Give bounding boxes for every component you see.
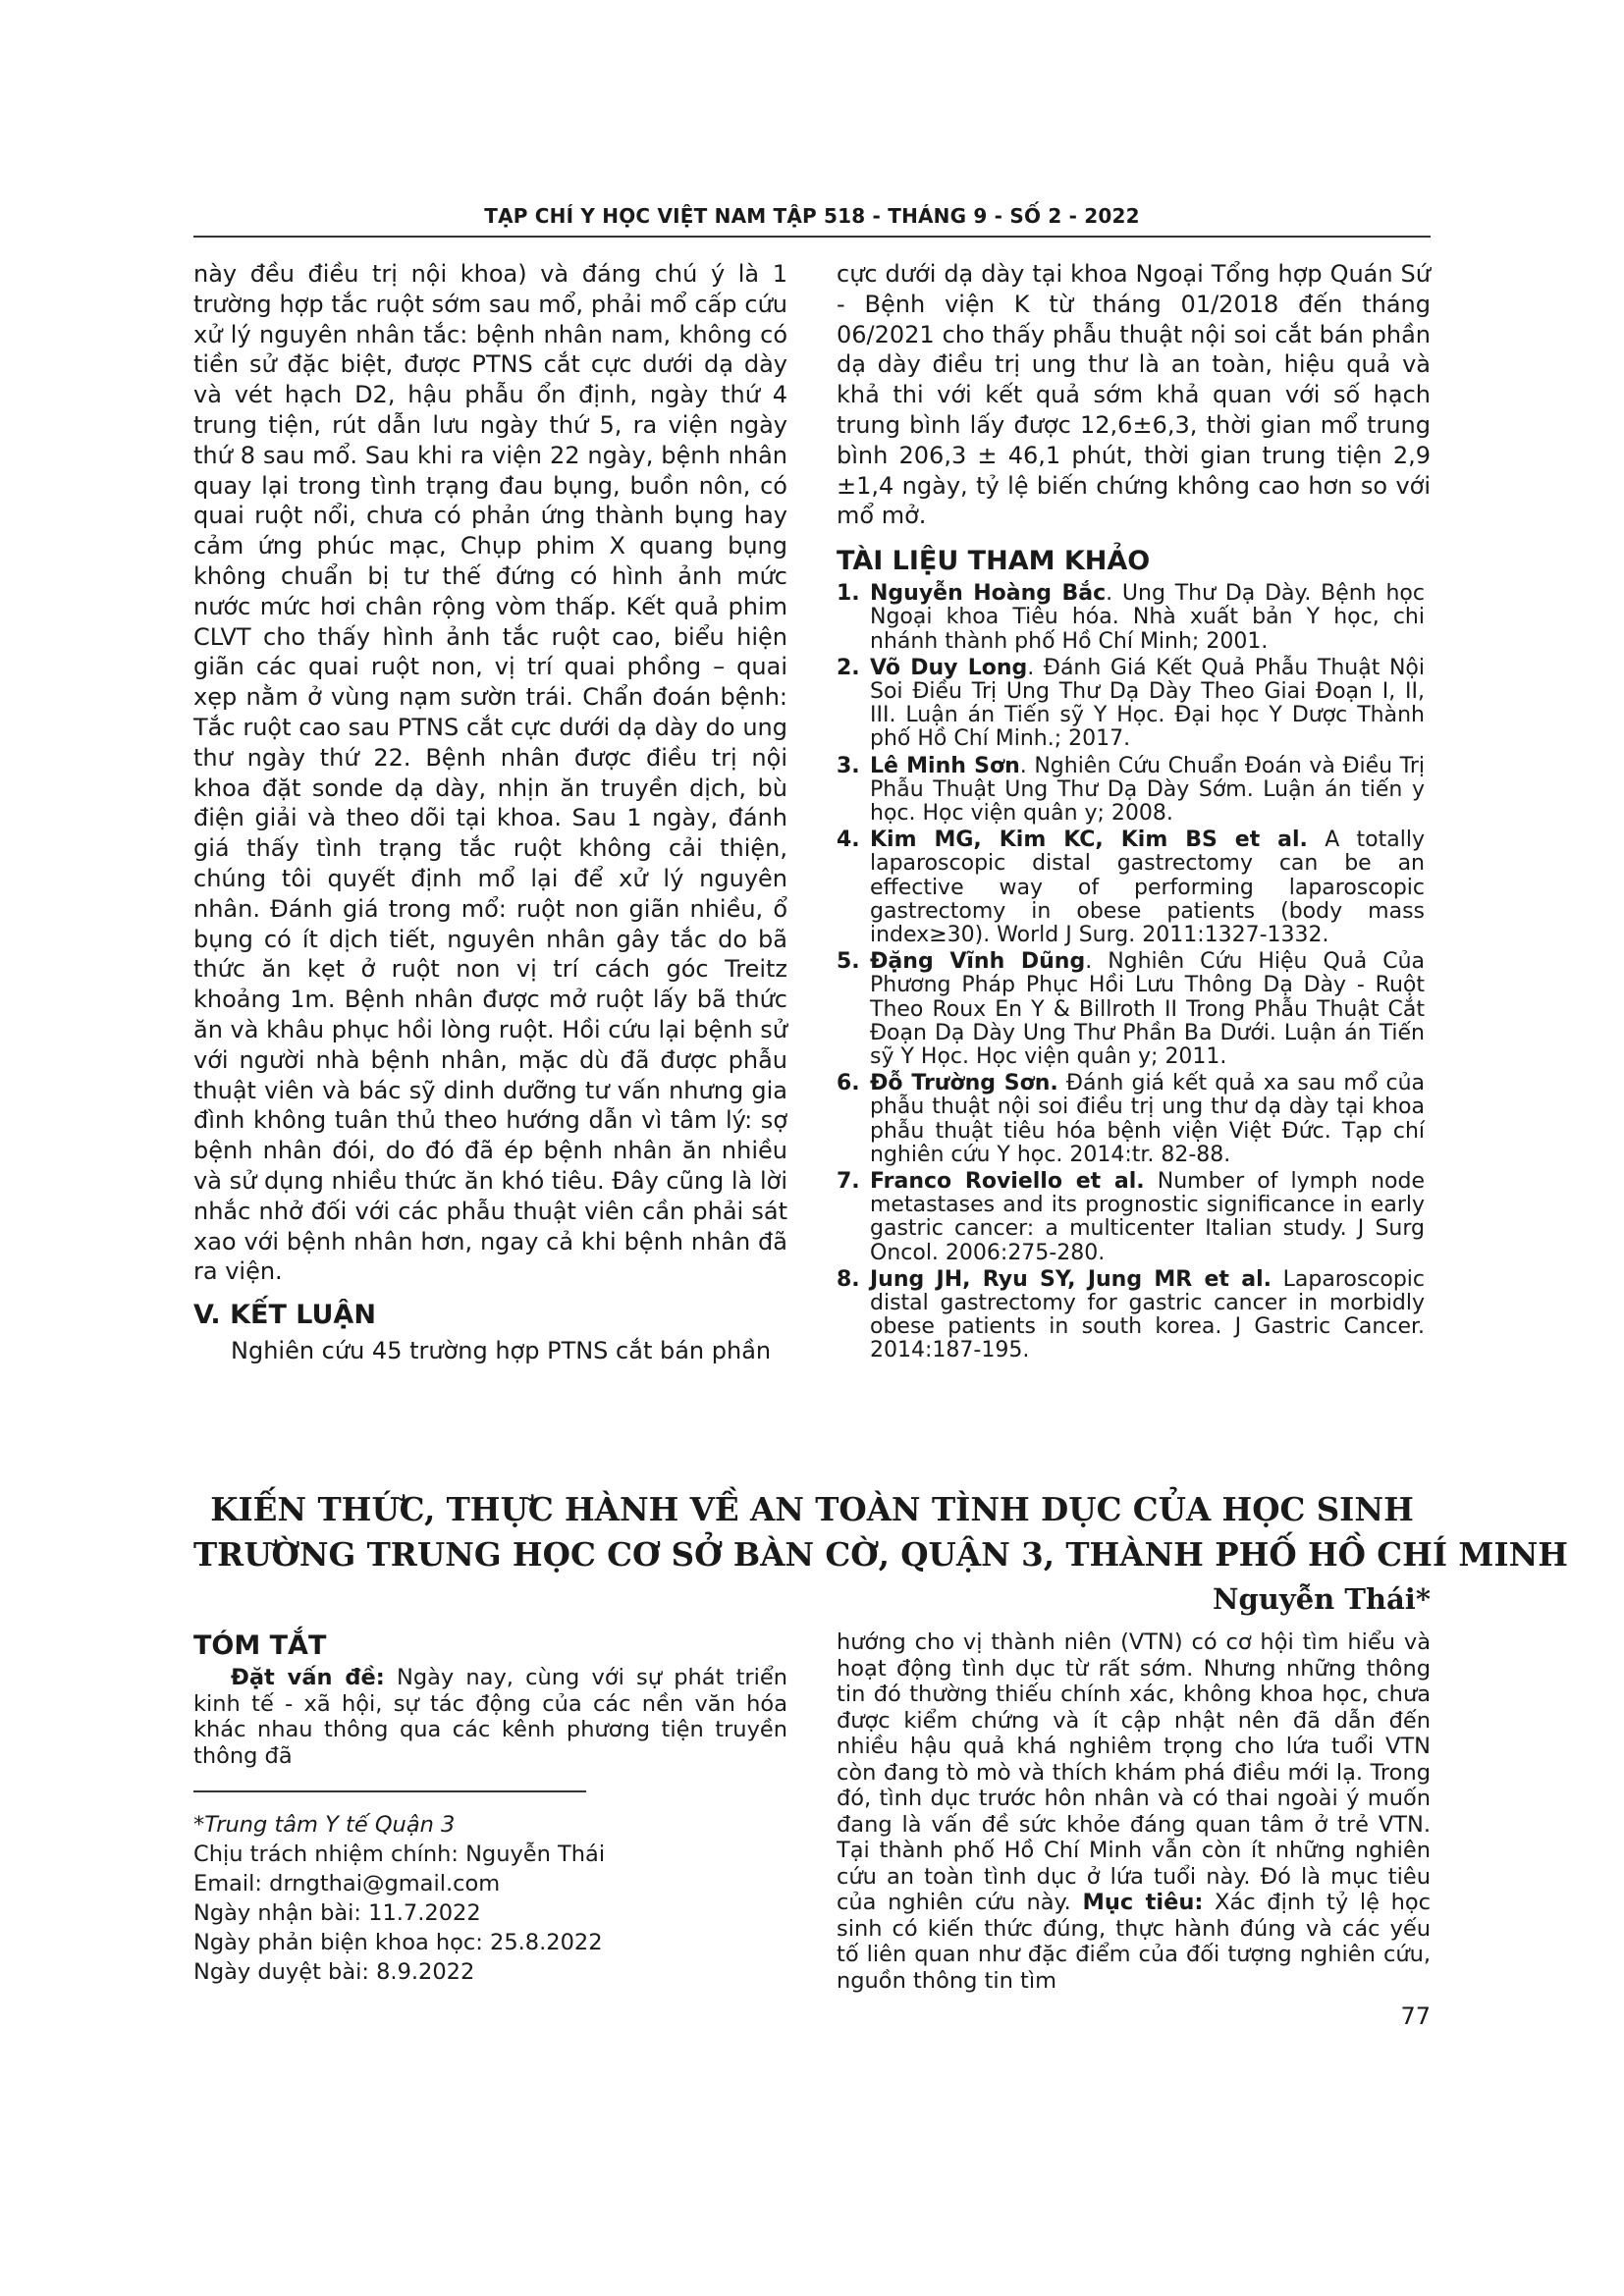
- article-author: Nguyễn Thái*: [1213, 1582, 1431, 1616]
- article-title-line-2: TRƯỜNG TRUNG HỌC CƠ SỞ BÀN CỜ, QUẬN 3, THÀNH PHỐ HỒ CHÍ MINH: [193, 1535, 1568, 1574]
- abstract-label-objective: Mục tiêu:: [1082, 1890, 1204, 1915]
- reference-text: . Nghiên Cứu Chuẩn Đoán và Điều Trị Phẫu Thuật Ung Thư Dạ Dày Sớm. Luận án tiến y học. Học viện quân y; 2008.: [870, 753, 1425, 826]
- reference-text: Laparoscopic distal gastrectomy for gastric cancer in morbidly obese patients in south korea. J Gastric Cancer. 2014:187-195.: [870, 1266, 1426, 1363]
- reference-number: 7.: [837, 1169, 860, 1195]
- reference-number: 6.: [837, 1071, 860, 1096]
- abstract-paragraph-1: [193, 1665, 787, 1769]
- abstract-text-continued: hướng cho vị thành niên (VTN) có cơ hội tìm hiểu và hoạt động tình dục từ rất sớm. Nhưng những thông tin đó thường thiếu chính xác, không khoa học, chưa được kiểm chứng và ít cập nhật nên đã dẫn đến nhiều hậu quả khá nghiêm trọng cho lứa tuổi VTN còn đang tò mò và thích khám phá điều mới lạ. Trong đó, tình dục trước hôn nhân và có thai ngoài ý muốn đang là vấn đề sức khỏe đáng quan tâm ở trẻ VTN. Tại thành phố Hồ Chí Minh vẫn còn ít những nghiên cứu an toàn tình dục ở lứa tuổi này. Đó là mục tiêu của nghiên cứu này.: [837, 1629, 1431, 1915]
- abstract-paragraph-2: [837, 1629, 1431, 1994]
- reference-number: 5.: [837, 949, 860, 975]
- reference-text: Đánh giá kết quả xa sau mổ của phẫu thuật nội soi điều trị ung thư dạ dày tại khoa phẫu thuật tiêu hóa bệnh viện Việt Đức. Tạp chí nghiên cứu Y học. 2014:tr. 82-88.: [870, 1071, 1425, 1167]
- reference-item: [837, 1268, 1431, 1363]
- footnote-responsible: Chịu trách nhiệm chính: Nguyễn Thái: [193, 1842, 606, 1867]
- reference-authors: Jung JH, Ryu SY, Jung MR et al.: [870, 1266, 1272, 1292]
- abstract-text-background: Ngày nay, cùng với sự phát triển kinh tế - xã hội, sự tác động của các nền văn hóa khác nhau thông qua các kênh phương tiện truyền thông đã: [193, 1665, 787, 1769]
- reference-authors: Đặng Vĩnh Dũng: [870, 949, 1086, 975]
- left-col-paragraph: này đều điều trị nội khoa) và đáng chú ý là 1 trường hợp tắc ruột sớm sau mổ, phải mổ cấp cứu xử lý nguyên nhân tắc: bệnh nhân nam, không có tiền sử đặc biệt, được PTNS cắt cực dưới dạ dày và vét hạch D2, hậu phẫu ổn định, ngày thứ 4 trung tiện, rút dẫn lưu ngày thứ 5, ra viện ngày thứ 8 sau mổ. Sau khi ra viện 22 ngày, bệnh nhân quay lại trong tình trạng đau bụng, buồn nôn, có quai ruột nổi, chưa có phản ứng thành bụng hay cảm ứng phúc mạc, Chụp phim X quang bụng không chuẩn bị tư thế đứng có hình ảnh mức nước mức hơi chân rộng vòm thấp. Kết quả phim CLVT cho thấy hình ảnh tắc ruột cao, biểu hiện giãn các quai ruột non, vị trí quai phồng – quai xẹp nằm ở vùng nạm sườn trái. Chẩn đoán bệnh: Tắc ruột cao sau PTNS cắt cực dưới dạ dày do ung thư ngày thứ 22. Bệnh nhân được điều trị nội khoa đặt sonde dạ dày, nhịn ăn truyền dịch, bù điện giải và theo dõi tại khoa. Sau 1 ngày, đánh giá thấy tình trạng tắc ruột không cải thiện, chúng tôi quyết định mổ lại để xử lý nguyên nhân. Đánh giá trong mổ: ruột non giãn nhiều, ổ bụng có ít dịch tiết, nguyên nhân gây tắc do bã thức ăn kẹt ở ruột non vị trí cách góc Treitz khoảng 1m. Bệnh nhân được mở ruột lấy bã thức ăn và khâu phục hồi lòng ruột. Hồi cứu lại bệnh sử với người nhà bệnh nhân, mặc dù đã được phẫu thuật viên và bác sỹ dinh dưỡng tư vấn nhưng gia đình không tuân thủ theo hướng dẫn vì tâm lý: sợ bệnh nhân đói, do đó đã ép bệnh nhân ăn nhiều và sử dụng nhiều thức ăn khó tiêu. Đây cũng là lời nhắc nhở đối với các phẫu thuật viên cần phải sát xao với bệnh nhân hơn, ngay cả khi bệnh nhân đã ra viện.: [193, 260, 787, 1286]
- references-heading: TÀI LIỆU THAM KHẢO: [837, 546, 1151, 577]
- header-rule: [193, 236, 1431, 238]
- abstract-left-column: [193, 1629, 787, 1769]
- footnote-email: Email: drngthai@gmail.com: [193, 1871, 501, 1896]
- reference-item: [837, 1072, 1431, 1167]
- reference-item: [837, 582, 1431, 654]
- journal-header: TẠP CHÍ Y HỌC VIỆT NAM TẬP 518 - THÁNG 9 - SỐ 2 - 2022: [484, 204, 1140, 228]
- reference-number: 2.: [837, 655, 860, 680]
- abstract-label-background: Đặt vấn đề:: [231, 1665, 385, 1690]
- reference-item: [837, 657, 1431, 752]
- reference-authors: Võ Duy Long: [870, 655, 1028, 680]
- reference-authors: Franco Roviello et al.: [870, 1169, 1145, 1195]
- abstract-heading: TÓM TẮT: [193, 1630, 327, 1661]
- right-column: [837, 259, 1431, 1366]
- reference-authors: Kim MG, Kim KC, Kim BS et al.: [870, 828, 1308, 853]
- right-col-paragraph: cực dưới dạ dày tại khoa Ngoại Tổng hợp Quán Sứ - Bệnh viện K từ tháng 01/2018 đến tháng 06/2021 cho thấy phẫu thuật nội soi cắt bán phần dạ dày điều trị ung thư là an toàn, hiệu quả và khả thi với kết quả sớm khả quan với số hạch trung bình lấy được 12,6±6,3, thời gian mổ trung bình 206,3 ± 46,1 phút, thời gian trung tiện 2,9 ±1,4 ngày, tỷ lệ biến chứng không cao hơn so với mổ mở.: [837, 260, 1431, 530]
- reference-number: 8.: [837, 1266, 860, 1292]
- reference-text: A totally laparoscopic distal gastrectomy can be an effective way of performing laparoscopic gastrectomy in obese patients (body mass index≥30). World J Surg. 2011:1327-1332.: [870, 828, 1425, 948]
- reference-authors: Đỗ Trường Sơn.: [870, 1071, 1058, 1096]
- conclusion-start: Nghiên cứu 45 trường hợp PTNS cắt bán phần: [231, 1337, 772, 1365]
- footnote-approved: Ngày duyệt bài: 8.9.2022: [193, 1959, 475, 1985]
- left-column: [193, 259, 787, 1366]
- page-number: 77: [1400, 2002, 1431, 2030]
- reference-text: . Nghiên Cứu Hiệu Quả Của Phương Pháp Phục Hồi Lưu Thông Dạ Dày - Ruột Theo Roux En Y & Billroth II Trong Phẫu Thuật Cắt Đoạn Dạ Dày Ung Thư Phần Ba Dưới. Luận án Tiến sỹ Y Học. Học viện quân y; 2011.: [870, 949, 1425, 1070]
- reference-item: [837, 755, 1431, 827]
- reference-text: . Đánh Giá Kết Quả Phẫu Thuật Nội Soi Điều Trị Ung Thư Dạ Dày Theo Giai Đoạn I, II, III. Luận án Tiến sỹ Y Học. Đại học Y Dược Thành phố Hồ Chí Minh.; 2017.: [870, 655, 1425, 752]
- footnote-received: Ngày nhận bài: 11.7.2022: [193, 1900, 481, 1926]
- footnote-affiliation: *Trung tâm Y tế Quận 3: [193, 1812, 456, 1838]
- reference-number: 1.: [837, 581, 860, 607]
- footnote: [193, 1810, 743, 1987]
- footnote-reviewed: Ngày phản biện khoa học: 25.8.2022: [193, 1930, 603, 1955]
- reference-text: Number of lymph node metastases and its prognostic significance in early gastric cancer: a multicenter Italian study. J Surg Oncol. 2006:275-280.: [870, 1169, 1425, 1265]
- reference-text: . Ung Thư Dạ Dày. Bệnh học Ngoại khoa Tiêu hóa. Nhà xuất bản Y học, chi nhánh thành phố Hồ Chí Minh; 2001.: [870, 581, 1425, 654]
- reference-item: [837, 1170, 1431, 1265]
- article-title: [193, 1487, 1568, 1577]
- reference-authors: Lê Minh Sơn: [870, 753, 1020, 778]
- reference-item: [837, 950, 1431, 1069]
- reference-authors: Nguyễn Hoàng Bắc: [870, 581, 1107, 607]
- references-list: [837, 582, 1431, 1363]
- reference-item: [837, 828, 1431, 947]
- reference-number: 4.: [837, 828, 860, 853]
- abstract-text-objective: Xác định tỷ lệ học sinh có kiến thức đúng, thực hành đúng và các yếu tố liên quan như đặc điểm của đối tượng nghiên cứu, nguồn thông tin tìm: [837, 1890, 1432, 1994]
- article-title-line-1: KIẾN THỨC, THỰC HÀNH VỀ AN TOÀN TÌNH DỤC CỦA HỌC SINH: [210, 1490, 1414, 1528]
- reference-number: 3.: [837, 753, 860, 778]
- conclusion-heading: V. KẾT LUẬN: [193, 1300, 376, 1331]
- footnote-rule: [193, 1790, 586, 1792]
- abstract-right-column: [837, 1629, 1431, 1994]
